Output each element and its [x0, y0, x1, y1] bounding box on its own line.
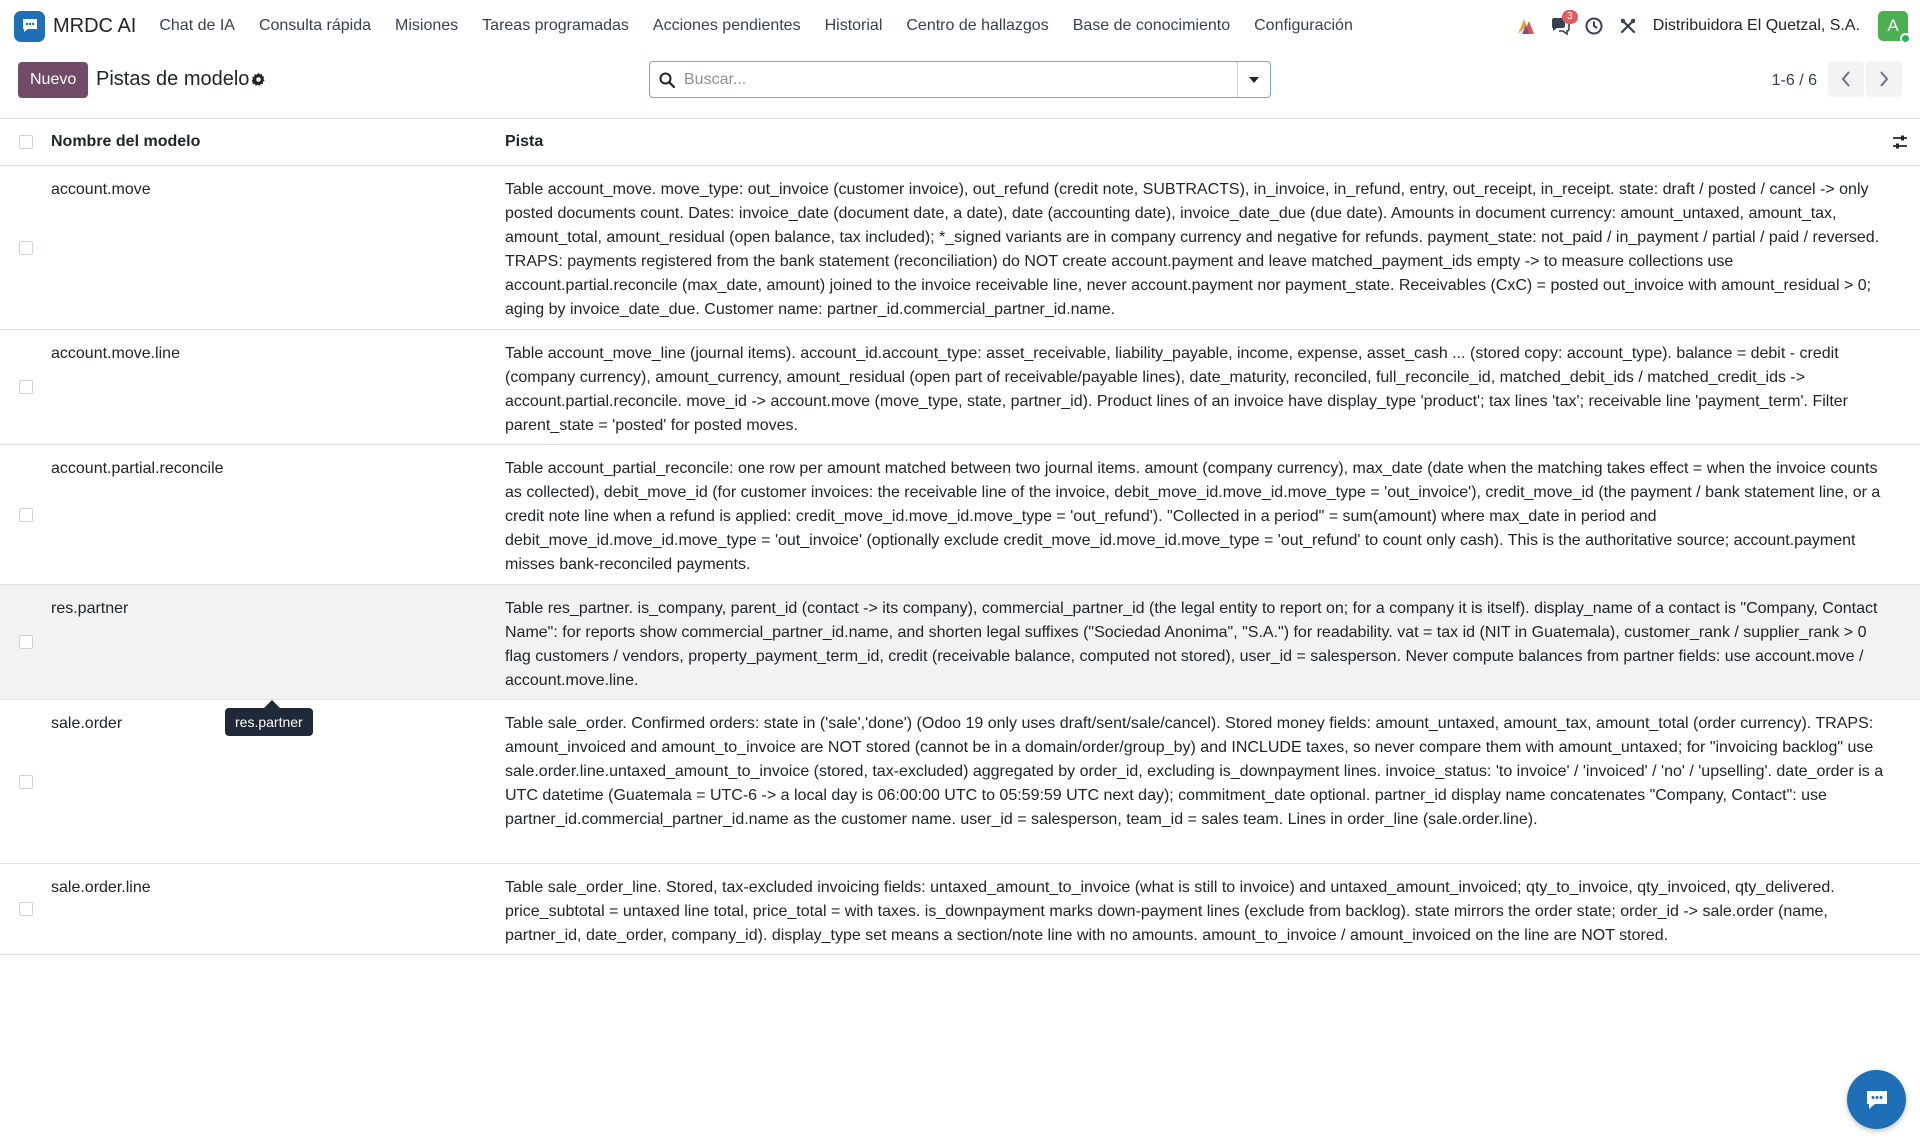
menu-item-historial[interactable]: Historial [824, 17, 883, 34]
model-name-cell[interactable]: account.partial.reconcile [51, 460, 224, 477]
app-name[interactable]: MRDC AI [53, 14, 137, 37]
search-options-toggle[interactable] [1237, 62, 1270, 97]
model-name-cell[interactable]: sale.order.line [51, 879, 151, 896]
search-icon [650, 72, 684, 88]
menu-item-centro-hallazgos[interactable]: Centro de hallazgos [906, 17, 1049, 34]
menu-item-base-conocimiento[interactable]: Base de conocimiento [1072, 17, 1231, 34]
avatar[interactable] [1878, 11, 1908, 41]
hint-cell[interactable]: Table account_move. move_type: out_invoice (customer invoice), out_refund (credit note, SUBTRACTS), in_invoice, in_refund, entry, out_receipt, in_receipt. state: draft / posted / cancel -> only posted documents count. Dates: invoice_date (document date, a date), date (accounting date), invoice_date_due (due date). Amounts in document currency: amount_untaxed, amount_tax, amount_total, amount_residual (open balance, tax included); *_signed variants are in company currency and negative for refunds. payment_state: not_paid / in_payment / partial / paid / reversed. TRAPS: payments registered from the bank statement (reconciliation) do NOT create account.payment and leave matched_payment_ids empty -> to measure collections use account.partial.reconcile (max_date, amount) joined to the invoice receivable line, never account.payment nor payment_state. Receivables (CxC) = posted out_invoice with amount_residual > 0; aging by invoice_date_due. Customer name: partner_id.commercial_partner_id.name. [505, 181, 1880, 318]
table-row[interactable] [0, 330, 1920, 445]
menu-item-acciones-pendientes[interactable]: Acciones pendientes [652, 17, 801, 34]
menu-item-tareas-programadas[interactable]: Tareas programadas [482, 17, 629, 34]
messages-icon[interactable] [1543, 0, 1577, 52]
row-checkbox[interactable] [19, 775, 33, 789]
app-logo-icon[interactable] [14, 11, 45, 42]
tools-icon[interactable] [1611, 0, 1645, 52]
model-name-cell[interactable]: sale.order [51, 715, 123, 732]
hint-cell[interactable]: Table sale_order_line. Stored, tax-excluded invoicing fields: untaxed_amount_to_invoice (what is still to invoice) and untaxed_amount_invoiced; qty_to_invoice, qty_invoiced, qty_delivered. price_subtotal = untaxed line total, price_total = with taxes. is_downpayment marks down-payment lines (exclude from backlog). state mirrors the order state; order_id -> sale.order (name, partner_id, date_order, company_id). display_type set means a section/note line with no amounts. amount_to_invoice / amount_invoiced on the line are NOT stored. [505, 879, 1835, 944]
search-input[interactable] [684, 62, 1237, 97]
new-button[interactable]: Nuevo [18, 62, 88, 98]
select-all-checkbox[interactable] [19, 135, 33, 149]
presence-status-dot [1900, 33, 1911, 44]
main-menu [147, 0, 1365, 52]
hint-cell[interactable]: Table account_move_line (journal items). account_id.account_type: asset_receivable, liability_payable, income, expense, asset_cash ... (stored copy: account_type). balance = debit - credit (company currency), amount_currency, amount_residual (open part of receivable/payable lines), date_maturity, reconciled, full_reconcile_id, matched_debit_ids / matched_credit_ids -> account.partial.reconcile. move_id -> account.move (move_type, state, partner_id). Product lines of an invoice have display_type 'product'; tax lines 'tax'; receivable line 'payment_term'. Filter parent_state = 'posted' for posted moves. [505, 345, 1848, 434]
model-name-cell[interactable]: account.move [51, 181, 151, 198]
row-checkbox[interactable] [19, 902, 33, 916]
search-bar [649, 61, 1271, 98]
chat-icon [1864, 1088, 1890, 1112]
table-row[interactable] [0, 445, 1920, 585]
optional-columns-toggle-icon[interactable] [1892, 134, 1908, 155]
column-header-hint[interactable]: Pista [505, 133, 544, 150]
row-checkbox[interactable] [19, 241, 33, 255]
table-row[interactable] [0, 585, 1920, 700]
table-header [0, 119, 1920, 166]
chevron-left-icon [1841, 71, 1851, 87]
pager-previous-button[interactable] [1828, 61, 1864, 97]
brand-icon[interactable] [1509, 0, 1543, 52]
caret-down-icon [1248, 76, 1260, 84]
tooltip-arrow [264, 700, 280, 708]
table-row[interactable] [0, 166, 1920, 330]
table-row[interactable] [0, 864, 1920, 955]
tooltip: res.partner [225, 708, 313, 736]
list-view-table [0, 118, 1920, 955]
menu-item-configuracion[interactable]: Configuración [1254, 17, 1353, 34]
top-navbar [0, 0, 1920, 52]
column-header-model-name[interactable]: Nombre del modelo [51, 133, 201, 150]
model-name-cell[interactable]: account.move.line [51, 345, 180, 362]
avatar-initial: A [1887, 16, 1899, 35]
messages-badge: 3 [1562, 10, 1578, 24]
control-panel [0, 52, 1920, 118]
model-name-cell[interactable]: res.partner [51, 600, 129, 617]
gear-icon[interactable] [251, 72, 266, 92]
row-checkbox[interactable] [19, 508, 33, 522]
row-checkbox[interactable] [19, 380, 33, 394]
pager-value[interactable]: 1-6 / 6 [1771, 72, 1817, 89]
navbar-systray [1509, 0, 1920, 52]
chevron-right-icon [1879, 71, 1889, 87]
row-checkbox[interactable] [19, 635, 33, 649]
hint-cell[interactable]: Table res_partner. is_company, parent_id (contact -> its company), commercial_partner_id (the legal entity to report on; for a company it is itself). display_name of a contact is "Company, Contact Name": for reports show commercial_partner_id.name, and shorten legal suffixes ("Sociedad Anonima", "S.A.") for readability. vat = tax id (NIT in Guatemala), customer_rank / supplier_rank > 0 flag customers / vendors, property_payment_term_id, credit (receivable balance, computed not stored), user_id = salesperson. Never compute balances from partner fields: use account.move / account.move.line. [505, 600, 1878, 689]
page-title: Pistas de modelo [96, 68, 250, 90]
menu-item-chat-ia[interactable]: Chat de IA [159, 17, 235, 34]
company-switcher[interactable]: Distribuidora El Quetzal, S.A. [1652, 17, 1860, 34]
hint-cell[interactable]: Table account_partial_reconcile: one row per amount matched between two journal items. amount (company currency), max_date (date when the matching takes effect = when the invoice counts as collected), debit_move_id (for customer invoices: the receivable line of the invoice, debit_move_id.move_id.move_type = 'out_invoice'), credit_move_id (the payment / bank statement line, or a credit note line when a refund is applied: credit_move_id.move_id.move_type = 'out_refund'). "Collected in a period" = sum(amount) where max_date in period and debit_move_id.move_id.move_type = 'out_invoice' (optionally exclude credit_move_id.move_id.move_type = 'out_refund' to count only cash). This is the authoritative source; account.payment misses bank-reconciled payments. [505, 460, 1881, 573]
hint-cell[interactable]: Table sale_order. Confirmed orders: state in ('sale','done') (Odoo 19 only uses draft/sent/sale/cancel). Stored money fields: amount_untaxed, amount_tax, amount_total (order currency). TRAPS: amount_invoiced and amount_to_invoice are NOT stored (cannot be in a domain/order/group_by) and INCLUDE taxes, so never compare them with amount_untaxed; for "invoicing backlog" use sale.order.line.untaxed_amount_to_invoice (stored, tax-excluded) aggregated by order_id, excluding is_downpayment lines. invoice_status: 'to invoice' / 'invoiced' / 'no' / 'upselling'. date_order is a UTC datetime (Guatemala = UTC-6 -> a local day is 06:00:00 UTC to 05:59:59 UTC next day); commitment_date optional. partner_id display name concatenates "Company, Contact": use partner_id.commercial_partner_id.name as the customer name. user_id = salesperson, team_id = sales team. Lines in order_line (sale.order.line). [505, 715, 1884, 828]
pager-next-button[interactable] [1866, 61, 1902, 97]
clock-icon[interactable] [1577, 0, 1611, 52]
floating-chat-button[interactable] [1847, 1070, 1906, 1129]
menu-item-consulta-rapida[interactable]: Consulta rápida [258, 17, 372, 34]
menu-item-misiones[interactable]: Misiones [395, 17, 459, 34]
